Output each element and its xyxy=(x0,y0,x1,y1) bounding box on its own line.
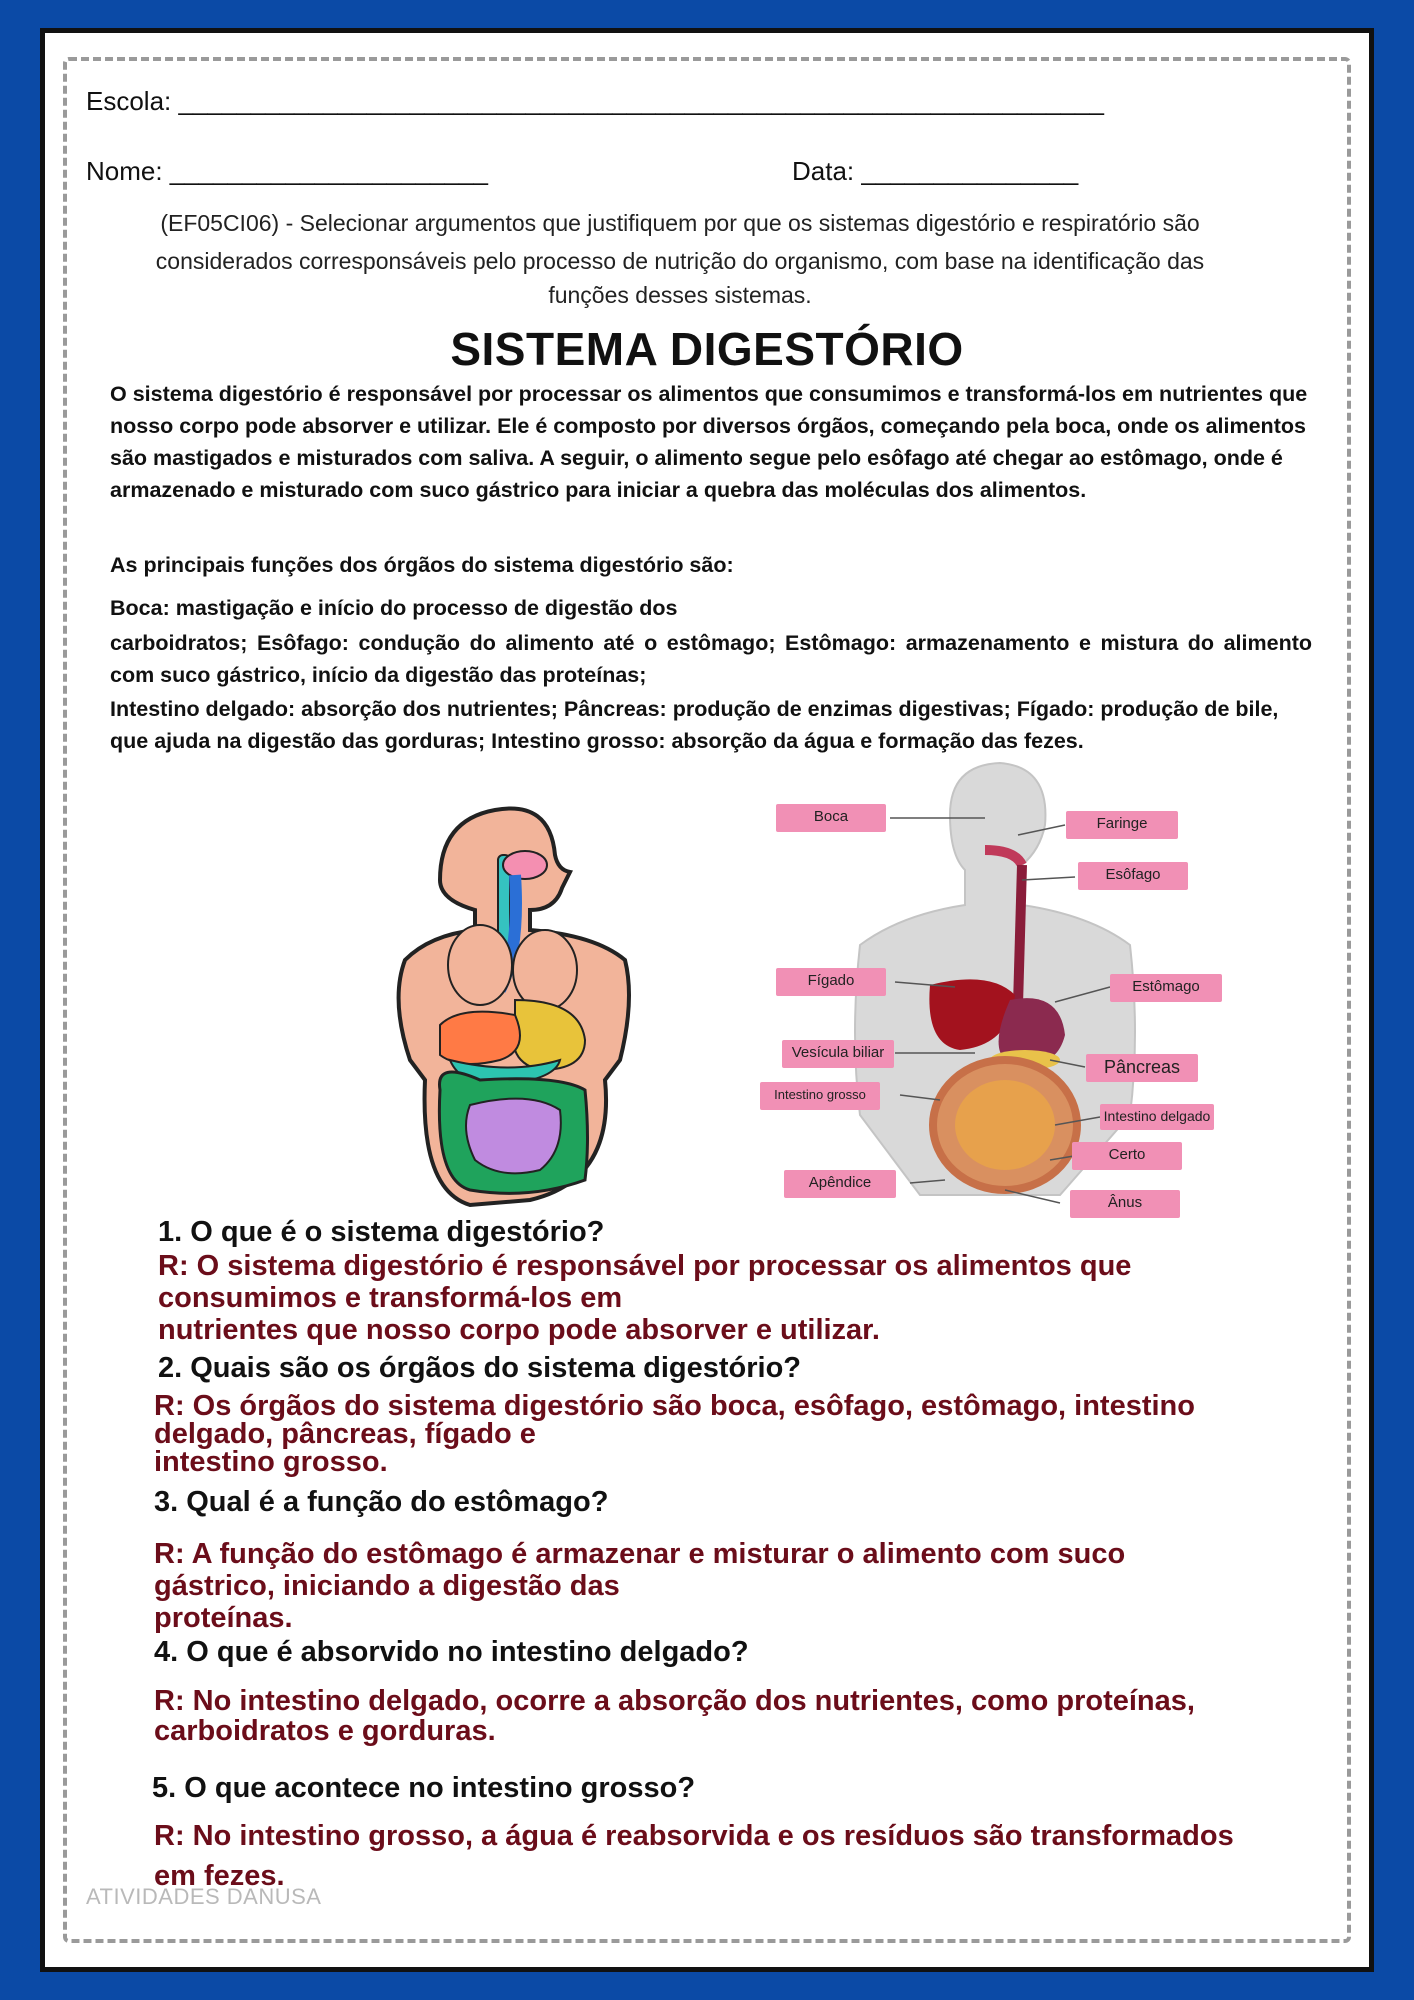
answer-5 xyxy=(154,1816,1314,1896)
skill-line-1: (EF05CI06) - Selecionar argumentos que justifiquem por que os sistemas digestório e respiratório são xyxy=(160,210,1200,236)
label-figado: Fígado xyxy=(776,968,886,996)
watermark-footer: ATIVIDADES DANUSA xyxy=(86,1884,322,1909)
answer-5-line-1: R: No intestino grosso, a água é reabsorvida e os resíduos são transformados xyxy=(154,1820,1234,1852)
intro-paragraph: O sistema digestório é responsável por processar os alimentos que consumimos e transformá-los em nutrientes que nosso corpo pode absorver e utilizar. Ele é composto por diversos órgãos, começando pela boca, onde os alimentos são mastigados e misturados com saliva. A seguir, o alimento segue pelo esôfago até chegar ao estômago, onde é armazenado e misturado com suco gástrico para iniciar a quebra das moléculas dos alimentos. xyxy=(110,382,1308,502)
answer-2-line-2: delgado, pâncreas, fígado e xyxy=(154,1418,536,1450)
date-field: Data: _______________ xyxy=(792,156,1079,186)
page-title: SISTEMA DIGESTÓRIO xyxy=(450,323,964,375)
skill-statement xyxy=(120,204,1240,310)
answer-1-line-2: consumimos e transformá-los em xyxy=(158,1282,623,1314)
question-3: 3. Qual é a função do estômago? xyxy=(154,1486,609,1518)
label-estomago: Estômago xyxy=(1110,974,1222,1002)
label-faringe: Faringe xyxy=(1066,811,1178,839)
left-lung-icon xyxy=(448,925,512,1005)
answer-3-line-2: gástrico, iniciando a digestão das xyxy=(154,1570,620,1602)
label-apendice: Apêndice xyxy=(784,1170,896,1198)
answer-2-line-3: intestino grosso. xyxy=(154,1446,388,1478)
answer-4-line-1: R: No intestino delgado, ocorre a absorção dos nutrientes, como proteínas, xyxy=(154,1685,1195,1717)
small-intestine-icon xyxy=(466,1099,561,1174)
functions-paragraph-1: carboidratos; Esôfago: condução do alimento até o estômago; Estômago: armazenamento e mistura do alimento com suco gástrico, início da digestão das proteínas; xyxy=(110,631,1312,687)
label-anus: Ânus xyxy=(1070,1190,1180,1218)
answer-1 xyxy=(158,1250,1298,1346)
label-certo: Certo xyxy=(1072,1142,1182,1170)
small-intestine-icon xyxy=(955,1080,1055,1170)
digestive-illustration-cartoon xyxy=(380,760,640,1210)
answer-5-line-2: em fezes. xyxy=(154,1860,285,1892)
label-boca: Boca xyxy=(776,804,886,832)
name-field: Nome: ______________________ xyxy=(86,156,488,186)
answer-2-line-1: R: Os órgãos do sistema digestório são boca, esôfago, estômago, intestino xyxy=(154,1390,1195,1422)
liver-icon xyxy=(440,1012,520,1064)
question-2: 2. Quais são os órgãos do sistema digestório? xyxy=(158,1352,801,1384)
esophagus-icon xyxy=(1018,865,1022,1005)
answer-4 xyxy=(154,1686,1314,1746)
skill-line-3: funções desses sistemas. xyxy=(548,282,812,308)
label-pancreas: Pâncreas xyxy=(1086,1054,1198,1082)
school-field: Escola: ________________________________________________________________ xyxy=(86,86,1104,116)
answer-2 xyxy=(154,1392,1314,1476)
connector-line xyxy=(1022,877,1075,880)
question-5: 5. O que acontece no intestino grosso? xyxy=(152,1772,696,1804)
mouth-icon xyxy=(503,851,547,879)
skill-line-2: considerados corresponsáveis pelo processo de nutrição do organismo, com base na identificação das xyxy=(155,248,1205,274)
label-intestino-grosso: Intestino grosso xyxy=(760,1082,880,1110)
label-vesicula: Vesícula biliar xyxy=(782,1040,894,1068)
functions-line-1: Boca: mastigação e início do processo de digestão dos xyxy=(110,596,678,620)
answer-3-line-1: R: A função do estômago é armazenar e misturar o alimento com suco xyxy=(154,1538,1126,1570)
functions-paragraph-2: Intestino delgado: absorção dos nutrientes; Pâncreas: produção de enzimas digestivas; Fígado: produção de bile, que ajuda na digestão das gorduras; Intestino grosso: absorção da água e formação das fezes. xyxy=(110,697,1279,753)
label-intestino-delgado: Intestino delgado xyxy=(1100,1104,1214,1130)
question-4: 4. O que é absorvido no intestino delgado? xyxy=(154,1636,749,1668)
answer-1-line-3: nutrientes que nosso corpo pode absorver e utilizar. xyxy=(158,1314,880,1346)
answer-3-line-3: proteínas. xyxy=(154,1602,293,1634)
label-esofago: Esôfago xyxy=(1078,862,1188,890)
answer-3 xyxy=(154,1538,1314,1634)
question-1: 1. O que é o sistema digestório? xyxy=(158,1216,605,1248)
answer-4-line-2: carboidratos e gorduras. xyxy=(154,1715,496,1747)
answer-1-line-1: R: O sistema digestório é responsável por processar os alimentos que xyxy=(158,1250,1132,1282)
functions-heading: As principais funções dos órgãos do sistema digestório são: xyxy=(110,553,734,577)
right-lung-icon xyxy=(513,930,577,1010)
